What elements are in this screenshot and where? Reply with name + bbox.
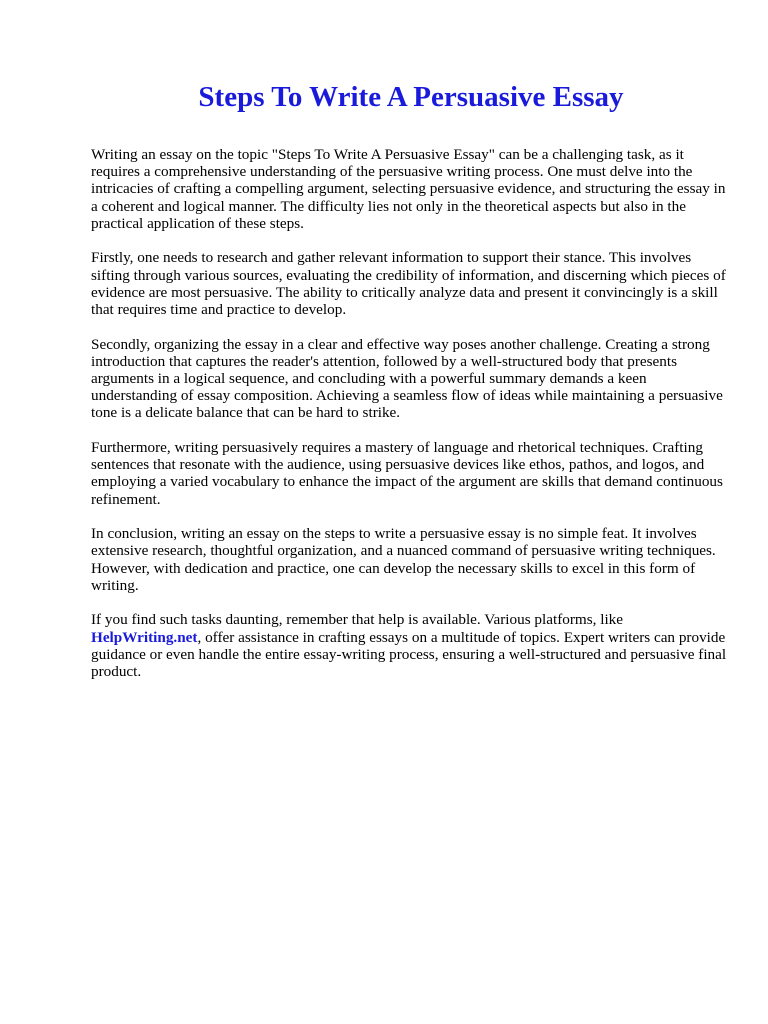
paragraph-organization: Secondly, organizing the essay in a clear and effective way poses another challenge. Creating a strong introduction that captures the reader's attention, followed by a well-structured body that presents arguments in a logical sequence, and concluding with a powerful summary demands a keen understanding of essay composition. Achieving a seamless flow of ideas while maintaining a persuasive tone is a delicate balance that can be hard to strike. — [91, 335, 723, 422]
help-text-after-link: , offer assistance in crafting essays on a multitude of topics. Expert writers can provide guidance or even handle the entire essay-writing process, ensuring a well-structured and persuasive final product. — [91, 628, 727, 681]
helpwriting-link[interactable]: HelpWriting.net — [91, 628, 198, 646]
page-title: Steps To Write A Persuasive Essay — [198, 81, 624, 113]
paragraph-research: Firstly, one needs to research and gather relevant information to support their stance. This involves sifting through various sources, evaluating the credibility of information, and discerning which pieces of evidence are most persuasive. The ability to critically analyze data and present it convincingly is a skill that requires time and practice to develop. — [91, 249, 726, 319]
document-body — [91, 146, 731, 698]
paragraph-help — [91, 611, 731, 680]
paragraph-intro: Writing an essay on the topic "Steps To Write A Persuasive Essay" can be a challenging task, as it requires a comprehensive understanding of the persuasive writing process. One must delve into the intricacies of crafting a compelling argument, selecting persuasive evidence, and structuring the essay in a coherent and logical manner. The difficulty lies not only in the theoretical aspects but also in the practical application of these steps. — [91, 146, 726, 232]
paragraph-conclusion: In conclusion, writing an essay on the steps to write a persuasive essay is no simple feat. It involves extensive research, thoughtful organization, and a nuanced command of persuasive writing techniques. However, with dedication and practice, one can develop the necessary skills to excel in this form of writing. — [91, 525, 716, 594]
help-text-before-link: If you find such tasks daunting, remember that help is available. Various platforms, like — [91, 611, 623, 629]
paragraph-language: Furthermore, writing persuasively requires a mastery of language and rhetorical techniques. Crafting sentences that resonate with the audience, using persuasive devices like ethos, pathos, and logos, and employing a varied vocabulary to enhance the impact of the argument are skills that demand continuous refinement. — [91, 439, 723, 508]
